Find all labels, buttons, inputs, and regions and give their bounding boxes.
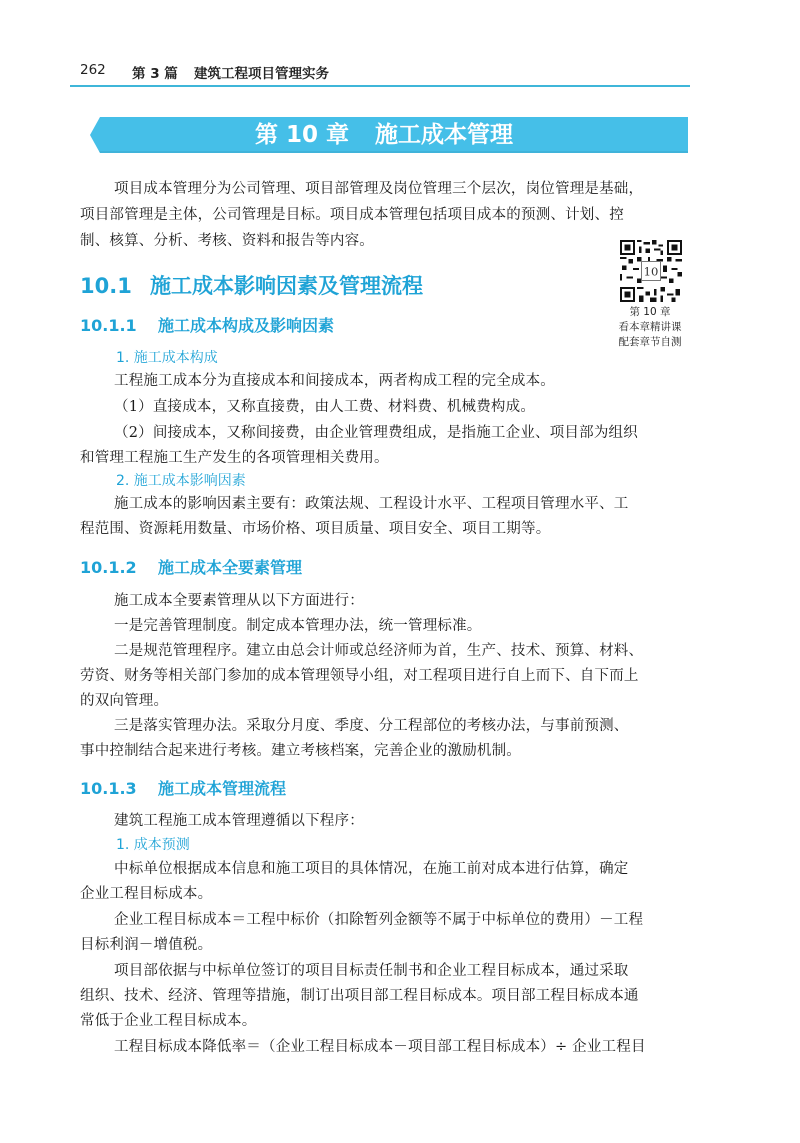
- section-title: 施工成本影响因素及管理流程: [150, 274, 423, 298]
- section-heading-10-1-2: [80, 555, 302, 581]
- section-heading-10-1-1: [80, 313, 334, 339]
- section-title: 施工成本构成及影响因素: [158, 316, 335, 335]
- body-line: 项目部依据与中标单位签订的项目目标责任制书和企业工程目标成本，通过采取: [114, 963, 629, 979]
- subsection-heading: 1. 成本预测: [116, 837, 190, 853]
- body-line: （2）间接成本，又称间接费，由企业管理费组成，是指施工企业、项目部为组织: [114, 425, 638, 441]
- intro-line: 项目部管理是主体，公司管理是目标。项目成本管理包括项目成本的预测、计划、控: [80, 207, 624, 223]
- subsection-heading: 2. 施工成本影响因素: [116, 473, 246, 489]
- section-number: 10.1.1: [80, 316, 137, 335]
- qr-caption-chapter: 第 10 章: [629, 306, 671, 318]
- running-header: [80, 62, 690, 84]
- section-number: 10.1.3: [80, 779, 137, 798]
- body-line: （1）直接成本，又称直接费，由人工费、材料费、机械费构成。: [114, 399, 536, 415]
- body-line: 的双向管理。: [80, 693, 169, 709]
- body-line: 事中控制结合起来进行考核。建立考核档案，完善企业的激励机制。: [80, 743, 521, 759]
- section-number: 10.1: [80, 274, 132, 298]
- part-title: 建筑工程项目管理实务: [194, 66, 329, 82]
- body-line: 中标单位根据成本信息和施工项目的具体情况，在施工前对成本进行估算，确定: [114, 861, 629, 877]
- page-number: 262: [80, 62, 106, 78]
- body-line: 二是规范管理程序。建立由总会计师或总经济师为首，生产、技术、预算、材料、: [114, 643, 644, 659]
- body-line: 劳资、财务等相关部门参加的成本管理领导小组，对工程项目进行自上而下、自下而上: [80, 668, 639, 684]
- qr-code-icon[interactable]: [620, 240, 682, 302]
- body-line: 目标利润－增值税。: [80, 937, 213, 953]
- body-line: 和管理工程施工生产发生的各项管理相关费用。: [80, 450, 389, 466]
- body-line: 工程目标成本降低率＝（企业工程目标成本－项目部工程目标成本）÷ 企业工程目: [114, 1039, 646, 1055]
- section-title: 施工成本全要素管理: [158, 558, 303, 577]
- chapter-name: 施工成本管理: [375, 122, 514, 148]
- chapter-number: 第 10 章: [254, 122, 350, 148]
- svg-text:10: 10: [643, 264, 659, 279]
- part-label: 第 3 篇: [132, 66, 178, 82]
- body-line: 常低于企业工程目标成本。: [80, 1013, 257, 1029]
- body-line: 三是落实管理办法。采取分月度、季度、分工程部位的考核办法，与事前预测、: [114, 718, 629, 734]
- body-line: 程范围、资源耗用数量、市场价格、项目质量、项目安全、项目工期等。: [80, 521, 551, 537]
- body-line: 组织、技术、经济、管理等措施，制订出项目部工程目标成本。项目部工程目标成本通: [80, 988, 639, 1004]
- body-line: 工程施工成本分为直接成本和间接成本，两者构成工程的完全成本。: [114, 373, 555, 389]
- qr-caption-quiz: 配套章节自测: [618, 336, 682, 348]
- body-line: 施工成本全要素管理从以下方面进行：: [114, 593, 364, 609]
- body-line: 建筑工程施工成本管理遵循以下程序：: [114, 813, 364, 829]
- section-heading-10-1-3: [80, 776, 286, 802]
- header-rule: [70, 85, 690, 87]
- section-number: 10.1.2: [80, 558, 137, 577]
- body-line: 一是完善管理制度。制定成本管理办法，统一管理标准。: [114, 618, 482, 634]
- section-heading-10-1: [80, 270, 423, 302]
- intro-line: 制、核算、分析、考核、资料和报告等内容。: [80, 233, 374, 249]
- subsection-heading: 1. 施工成本构成: [116, 350, 218, 366]
- section-title: 施工成本管理流程: [158, 779, 287, 798]
- intro-line: 项目成本管理分为公司管理、项目部管理及岗位管理三个层次，岗位管理是基础，: [114, 181, 644, 197]
- qr-caption-lecture: 看本章精讲课: [618, 321, 682, 333]
- body-line: 企业工程目标成本＝工程中标价（扣除暂列金额等不属于中标单位的费用）－工程: [114, 912, 644, 928]
- body-line: 企业工程目标成本。: [80, 886, 213, 902]
- chapter-title: [0, 119, 768, 151]
- body-line: 施工成本的影响因素主要有：政策法规、工程设计水平、工程项目管理水平、工: [114, 496, 629, 512]
